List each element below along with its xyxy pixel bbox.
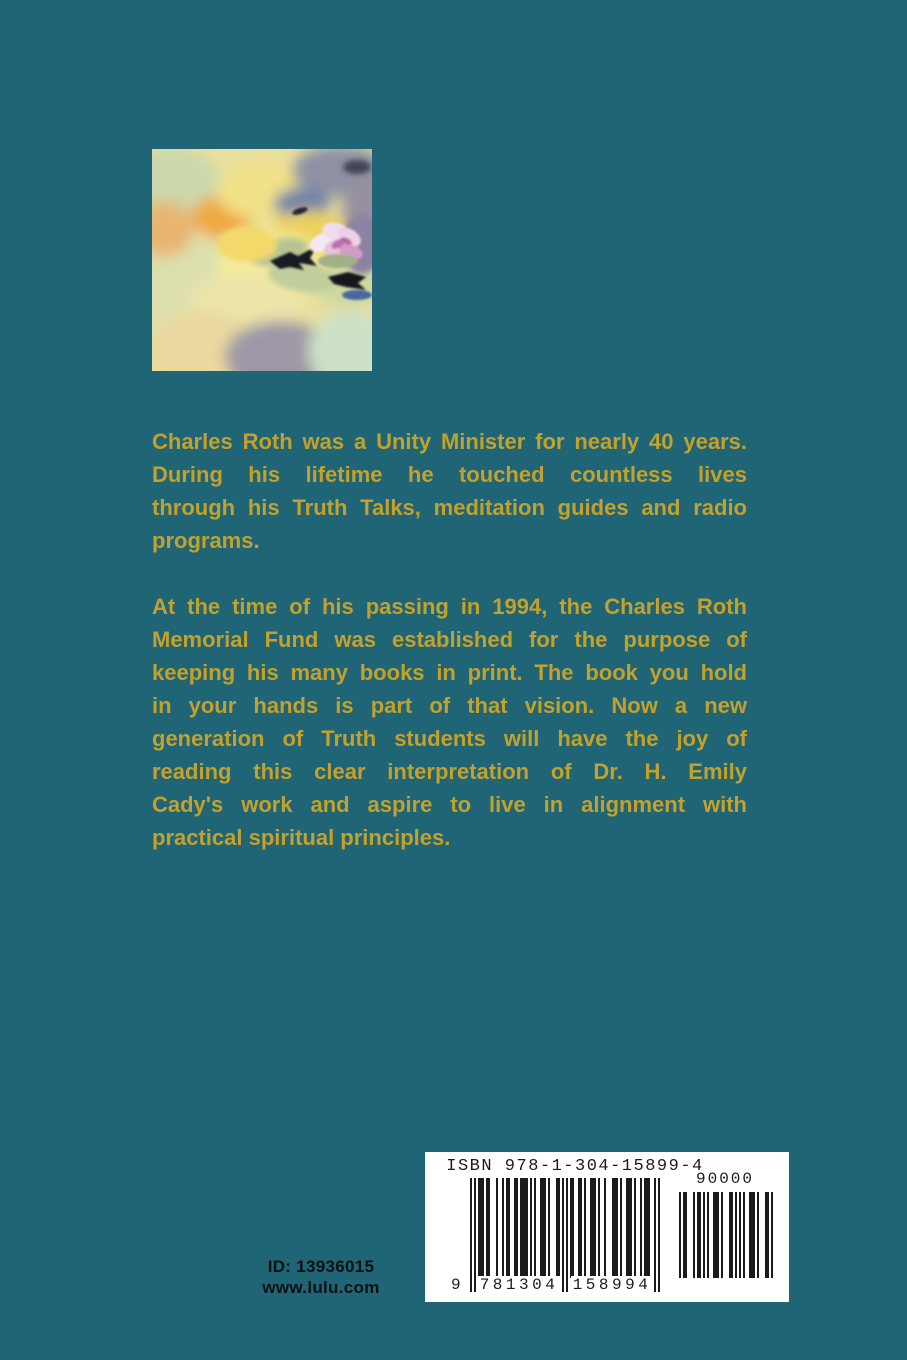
barcode-panel xyxy=(425,1152,789,1302)
cover-art-image xyxy=(152,149,372,371)
publisher-info xyxy=(230,1256,412,1298)
ean5-supplement-barcode xyxy=(677,1192,773,1278)
bio-line: Cady's work and aspire to live in alignment with xyxy=(152,792,747,817)
watercolor-painting xyxy=(152,149,372,371)
bio-line: through his Truth Talks, meditation guides and radio xyxy=(152,495,747,520)
bio-line: Memorial Fund was established for the purpose of xyxy=(152,627,747,652)
barcode-digit-lead: 9 xyxy=(451,1276,461,1294)
bio-line: practical spiritual principles. xyxy=(152,825,451,850)
bio-line: keeping his many books in print. The book you hold xyxy=(152,660,747,685)
isbn-label: ISBN 978-1-304-15899-4 xyxy=(446,1157,704,1176)
barcode-digits-left: 781304 xyxy=(479,1276,559,1294)
price-code-label: 90000 xyxy=(695,1170,754,1188)
bio-line: During his lifetime he touched countless lives xyxy=(152,462,747,487)
barcode-digits-right: 158994 xyxy=(572,1276,652,1294)
bio-line: Charles Roth was a Unity Minister for nearly 40 years. xyxy=(152,429,747,454)
bio-line: generation of Truth students will have the joy of xyxy=(152,726,747,751)
bio-line: reading this clear interpretation of Dr. H. Emily xyxy=(152,759,747,784)
bio-text xyxy=(152,425,747,854)
product-id: ID: 13936015 xyxy=(267,1257,375,1276)
ean13-barcode xyxy=(470,1178,660,1292)
publisher-url: www.lulu.com xyxy=(262,1278,380,1297)
bio-line: programs. xyxy=(152,528,260,553)
bio-paragraph-2 xyxy=(152,590,747,854)
bio-line: At the time of his passing in 1994, the Charles Roth xyxy=(152,594,747,619)
bio-line: in your hands is part of that vision. Now a new xyxy=(152,693,747,718)
bio-paragraph-1 xyxy=(152,425,747,557)
